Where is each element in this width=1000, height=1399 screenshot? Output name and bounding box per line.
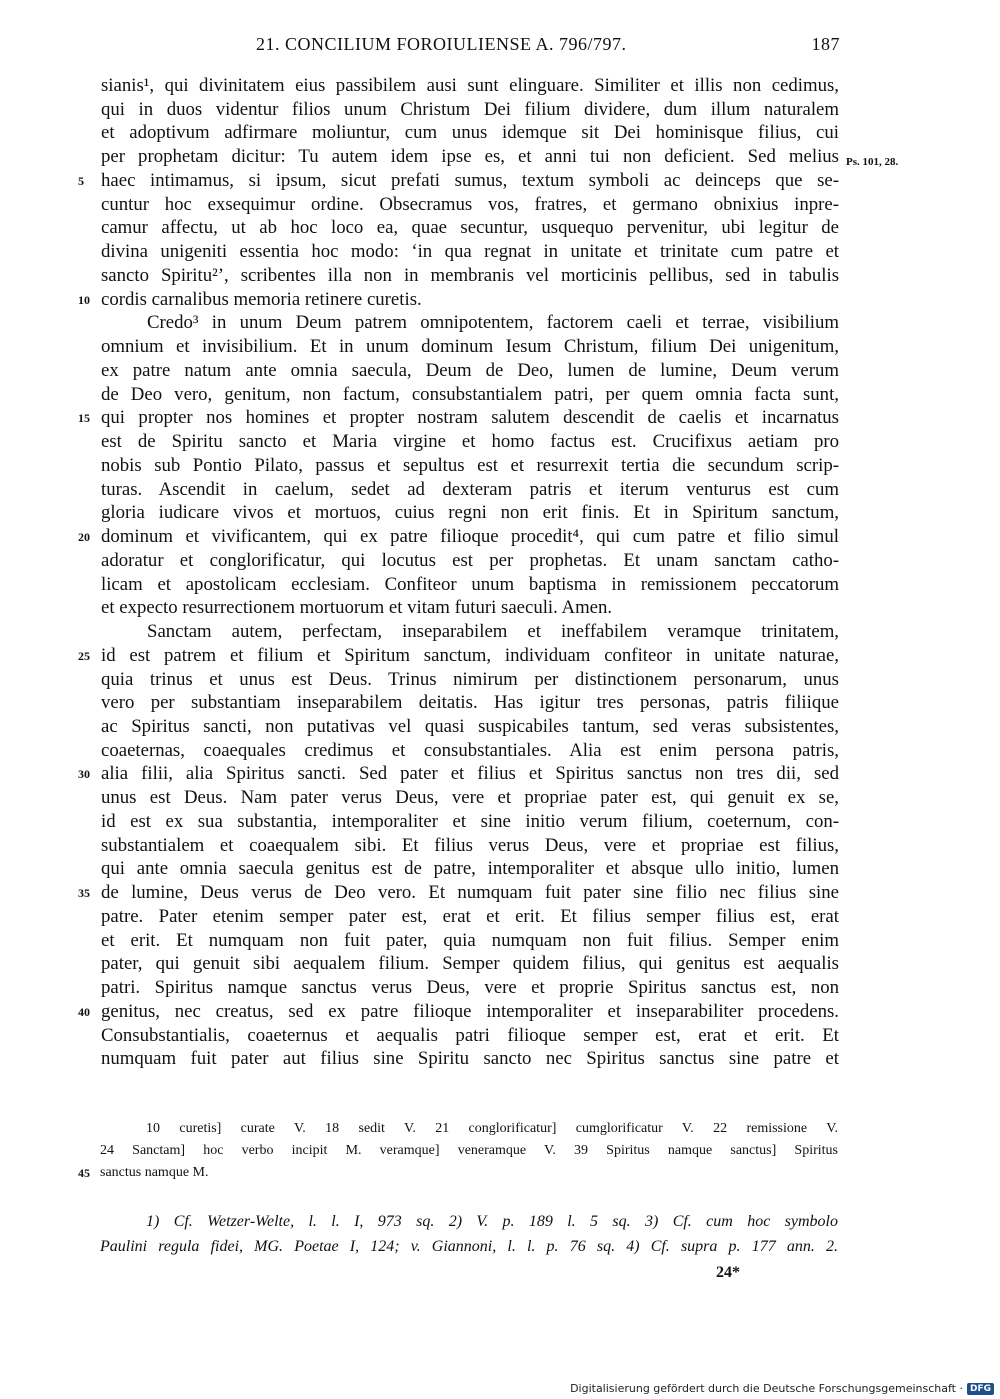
text-line: per prophetam dicitur: Tu autem idem ipse es, et anni tui non deficient. Sed melius <box>101 146 839 167</box>
text-line: Consubstantialis, coaeternus et aequalis patri filioque semper est, erat et erit. Et <box>101 1025 839 1046</box>
line-number: 10 <box>78 293 90 307</box>
text-line: cordis carnalibus memoria retinere curetis. <box>101 289 422 310</box>
text-line: substantialem et coaequalem sibi. Et filius verus Deus, vere et propriae est filius, <box>101 835 839 856</box>
text-line: nobis sub Pontio Pilato, passus et sepultus est et resurrexit tertia die secundum scrip- <box>101 455 839 476</box>
text-line: et adoptivum adfirmare moliuntur, cum unus idemque sit Dei hominisque filius, cui <box>101 122 839 143</box>
apparatus-line: 10 curetis] curate V. 18 sedit V. 21 conglorificatur] cumglorificatur V. 22 remissione V. <box>146 1121 838 1136</box>
line-number: 15 <box>78 411 90 425</box>
text-line: ex patre natum ante omnia saecula, Deum de Deo, lumen de lumine, Deum verum <box>101 360 839 381</box>
text-line: ac Spiritus sancti, non putativas vel quasi suspicabiles tantum, sed veras subsistentes, <box>101 716 839 737</box>
text-line: id est ex sua substantia, intemporaliter et sine initio verum filium, coeternum, con- <box>101 811 839 832</box>
apparatus-line: sanctus namque M. <box>100 1165 209 1180</box>
text-line: licam et apostolicam ecclesiam. Confiteor unum baptisma in remissionem peccatorum <box>101 574 839 595</box>
text-line: turas. Ascendit in caelum, sedet ad dexteram patris et iterum venturus est cum <box>101 479 839 500</box>
line-number: 30 <box>78 767 90 781</box>
text-line: et expecto resurrectionem mortuorum et vitam futuri saeculi. Amen. <box>101 597 613 618</box>
text-line: gloria iudicare vivos et mortuos, cuius regni non erit finis. Et in Spiritum sanctum, <box>101 502 839 523</box>
line-number: 40 <box>78 1005 90 1019</box>
text-line: alia filii, alia Spiritus sancti. Sed pater et filius et Spiritus sanctus non tres dii, sed <box>101 763 839 784</box>
text-line: adoratur et conglorificatur, qui locutus est per prophetas. Et unam sanctam catho- <box>101 550 839 571</box>
apparatus-line: 24 Sanctam] hoc verbo incipit M. veramque] veneramque V. 39 Spiritus namque sanctus] Spiritus <box>100 1143 838 1158</box>
text-line: et erit. Et numquam non fuit pater, quia numquam non fuit filius. Semper enim <box>101 930 839 951</box>
text-line: dominum et vivificantem, qui ex patre filioque procedit⁴, qui cum patre et filio simul <box>101 526 839 547</box>
text-line: vero per substantiam inseparabilem deitatis. Has igitur tres personas, patris filiique <box>101 692 839 713</box>
text-line: sianis¹, qui divinitatem eius passibilem ausi sunt elinguare. Similiter et illis non cedimus, <box>101 75 839 96</box>
line-number: 45 <box>78 1166 90 1180</box>
text-line: quia trinus et unus est Deus. Trinus nimirum per distinctionem personarum, unus <box>101 669 839 690</box>
text-line: de lumine, Deus verus de Deo vero. Et numquam fuit pater sine filio nec filius sine <box>101 882 839 903</box>
text-line: Sanctam autem, perfectam, inseparabilem et ineffabilem veramque trinitatem, <box>147 621 839 642</box>
text-line: id est patrem et filium et Spiritum sanctum, individuam confiteor in unitate naturae, <box>101 645 839 666</box>
running-title: 21. CONCILIUM FOROIULIENSE A. 796/797. <box>256 34 627 54</box>
text-line: coaeternas, coaequales credimus et consubstantiales. Alia est enim persona patris, <box>101 740 839 761</box>
text-line: camur affectu, ut ab hoc loco ea, quae secuntur, usquequo pervenitur, ubi legitur de <box>101 217 839 238</box>
text-line: pater, qui genuit sibi aequalem filium. Semper quidem filius, qui genitus est aequalis <box>101 953 839 974</box>
text-line: qui in duos videntur filios unum Christum Dei filium dividere, dum illum naturalem <box>101 99 839 120</box>
line-number: 25 <box>78 649 90 663</box>
text-line: de Deo vero, genitum, non factum, consubstantialem patri, per quem omnia facta sunt, <box>101 384 839 405</box>
text-line: qui ante omnia saecula genitus est de patre, intemporaliter et absque ullo initio, lumen <box>101 858 839 879</box>
line-number: 35 <box>78 886 90 900</box>
text-line: sancto Spiritu²’, scribentes illa non in membranis vel morticinis pellibus, sed in tabulis <box>101 265 839 286</box>
footer-text: Digitalisierung gefördert durch die Deutsche Forschungsgemeinschaft · <box>570 1382 963 1395</box>
text-line: est de Spiritu sancto et Maria virgine et homo factus est. Crucifixus aetiam pro <box>101 431 839 452</box>
line-number: 20 <box>78 530 90 544</box>
running-header <box>100 34 840 60</box>
margin-reference: Ps. 101, 28. <box>846 156 899 168</box>
text-line: haec intimamus, si ipsum, sicut prefati sumus, textum symboli ac deinceps que se- <box>101 170 839 191</box>
text-line: patre. Pater etenim semper pater est, erat et erit. Et filius semper filius est, erat <box>101 906 839 927</box>
text-line: qui propter nos homines et propter nostram salutem descendit de caelis et incarnatus <box>101 407 839 428</box>
text-line: patri. Spiritus namque sanctus verus Deus, vere et proprie Spiritus sanctus est, non <box>101 977 839 998</box>
line-number: 5 <box>78 174 84 188</box>
text-line: genitus, nec creatus, sed ex patre filioque intemporaliter et inseparabiliter procedens. <box>101 1001 839 1022</box>
page-number: 187 <box>811 34 840 54</box>
text-line: divina unigeniti essentia hoc modo: ‘in qua regnat in unitate et trinitate cum patre et <box>101 241 839 262</box>
text-line: omnium et invisibilium. Et in unum dominum Iesum Christum, filium Dei unigenitum, <box>101 336 839 357</box>
dfg-logo: DFG <box>967 1383 994 1395</box>
text-line: numquam fuit pater aut filius sine Spiritu sancto nec Spiritus sanctus sine patre et <box>101 1048 839 1069</box>
text-line: Credo³ in unum Deum patrem omnipotentem, factorem caeli et terrae, visibilium <box>147 312 839 333</box>
footer-credit <box>570 1382 994 1395</box>
text-line: unus est Deus. Nam pater verus Deus, vere et propriae pater est, qui genuit ex se, <box>101 787 839 808</box>
signature-mark: 24* <box>716 1264 740 1281</box>
footnote-line: 1) Cf. Wetzer-Welte, l. l. I, 973 sq. 2) V. p. 189 l. 5 sq. 3) Cf. cum hoc symbolo <box>146 1213 838 1230</box>
footnote-line: Paulini regula fidei, MG. Poetae I, 124; v. Giannoni, l. l. p. 76 sq. 4) Cf. supra p. 177 ann. 2. <box>100 1238 838 1255</box>
text-line: cuntur hoc exsequimur ordine. Obsecramus vos, fratres, et germano obnixius inpre- <box>101 194 839 215</box>
